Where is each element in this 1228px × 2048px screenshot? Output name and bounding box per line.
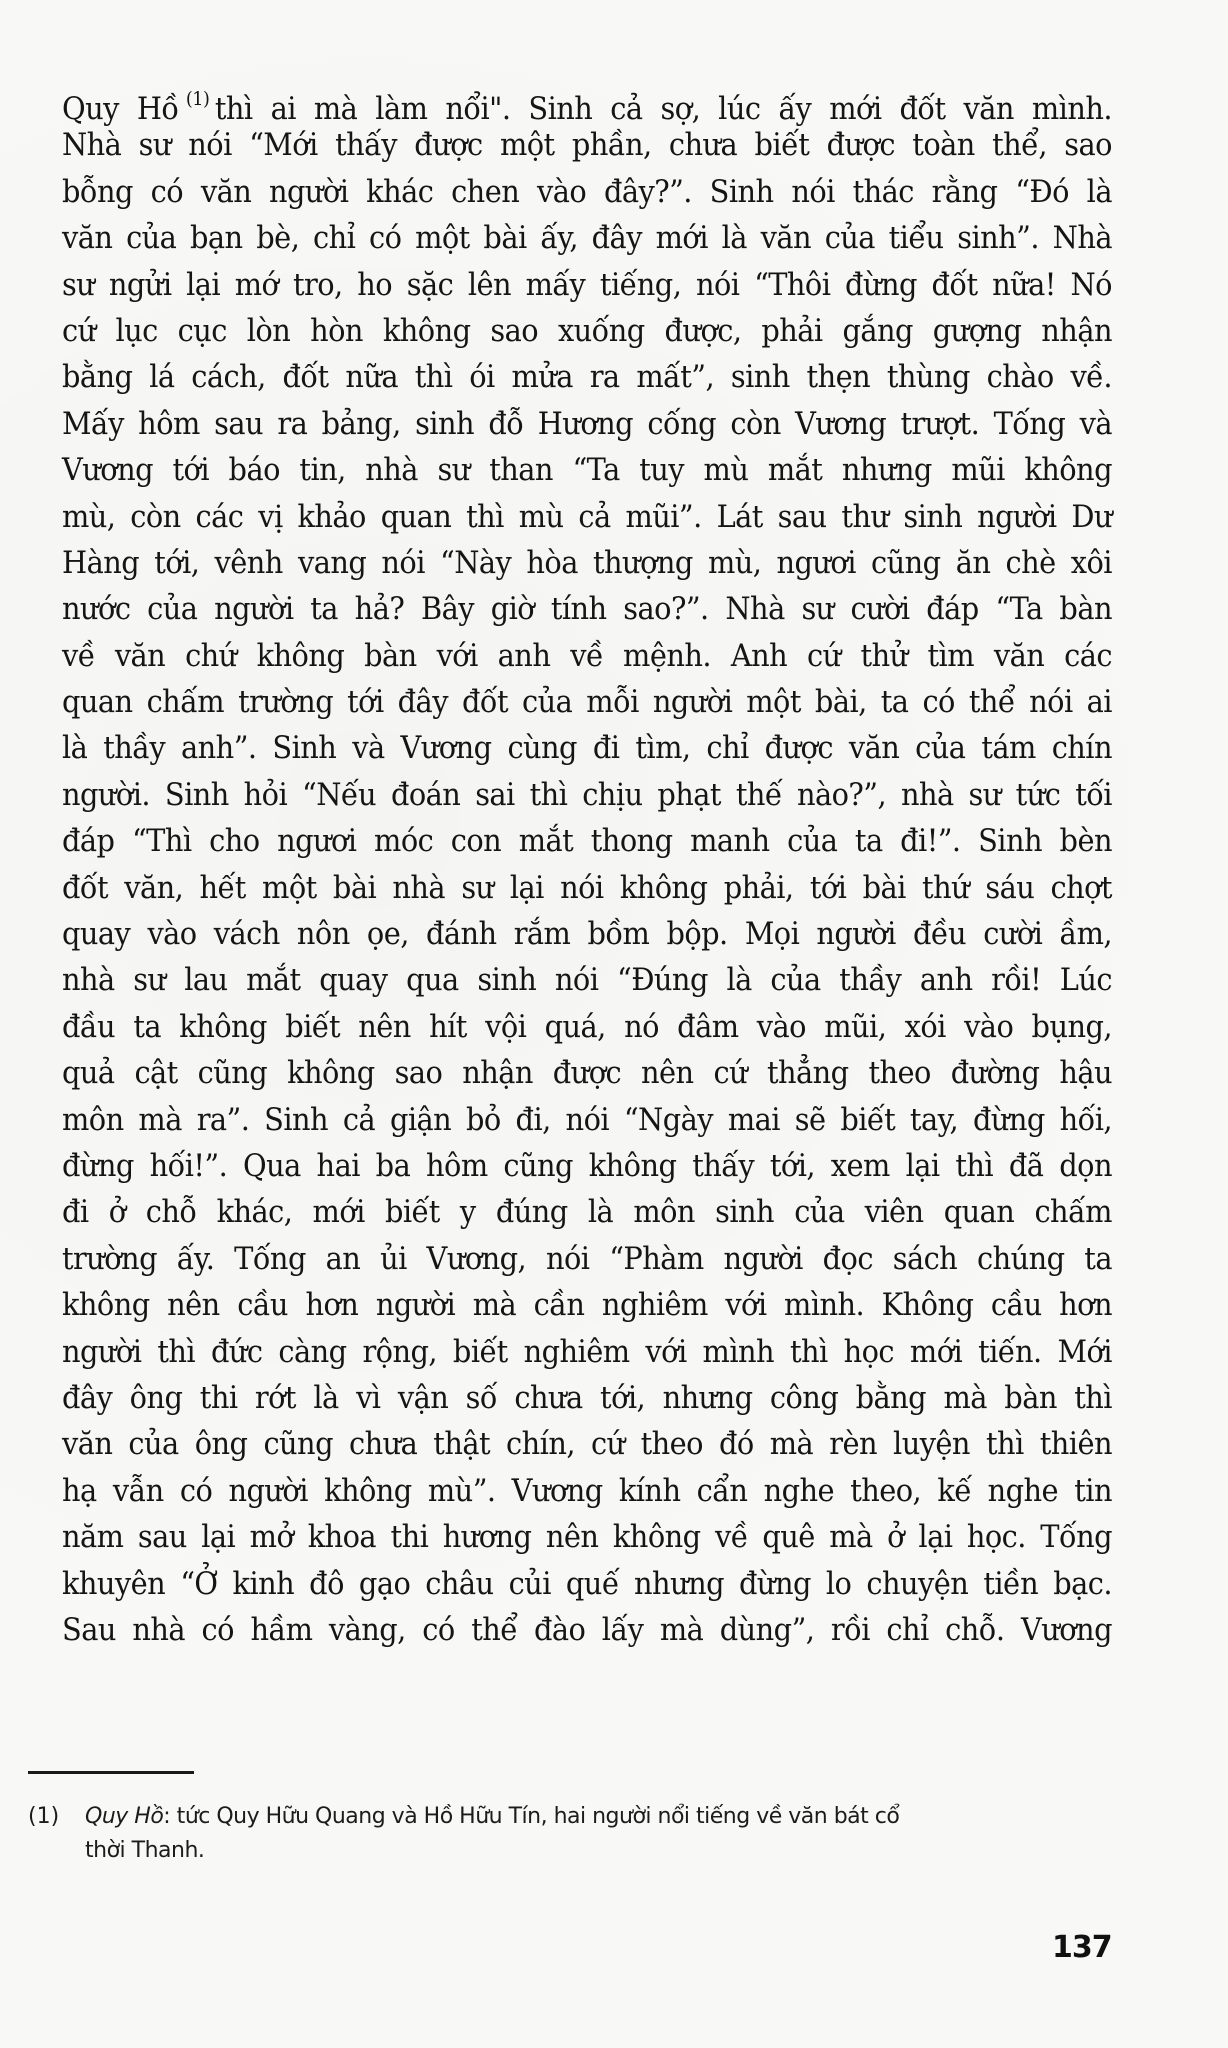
text-line: đây ông thi rớt là vì vận số chưa tới, nhưng công bằng mà bàn thì: [62, 1379, 1112, 1416]
text-line: Hàng tới, vênh vang nói “Này hòa thượng mù, ngươi cũng ăn chè xôi: [62, 544, 1112, 581]
text-line: bỗng có văn người khác chen vào đây?”. Sinh nói thác rằng “Đó là: [62, 173, 1112, 210]
text-line: quay vào vách nôn ọe, đánh rắm bồm bộp. Mọi người đều cười ầm,: [62, 916, 1112, 953]
text-line: về văn chứ không bàn với anh về mệnh. Anh cứ thử tìm văn các: [62, 637, 1112, 674]
text-line: là thầy anh”. Sinh và Vương cùng đi tìm, chỉ được văn của tám chín: [62, 730, 1112, 767]
text-line: Nhà sư nói “Mới thấy được một phần, chưa biết được toàn thể, sao: [62, 127, 1112, 164]
text-line: hạ vẫn có người không mù”. Vương kính cẩn nghe theo, kế nghe tin: [62, 1472, 1112, 1509]
footnote-term: Quy Hồ: [85, 1804, 164, 1829]
text-line: quan chấm trường tới đây đốt của mỗi người một bài, ta có thể nói ai: [62, 684, 1112, 721]
text-line: đi ở chỗ khác, mới biết y đúng là môn sinh của viên quan chấm: [62, 1194, 1112, 1231]
text-line: Mấy hôm sau ra bảng, sinh đỗ Hương cống còn Vương trượt. Tống và: [62, 405, 1112, 442]
first-line-rest: thì ai mà làm nổi". Sinh cả sợ, lúc ấy mới đốt văn mình.: [214, 91, 1112, 127]
page-number: 137: [1052, 1930, 1112, 1965]
text-line: Vương tới báo tin, nhà sư than “Ta tuy mù mắt nhưng mũi không: [62, 452, 1112, 489]
text-line: năm sau lại mở khoa thi hương nên không về quê mà ở lại học. Tống: [62, 1519, 1112, 1556]
footnote-text-line: thời Thanh.: [85, 1838, 205, 1863]
text-line: sư ngửi lại mớ tro, ho sặc lên mấy tiếng, nói “Thôi đừng đốt nữa! Nó: [62, 266, 1112, 303]
body-text: [62, 76, 1112, 1653]
text-line: đốt văn, hết một bài nhà sư lại nói không phải, tới bài thứ sáu chợt: [62, 869, 1112, 906]
text-line: quả cật cũng không sao nhận được nên cứ thẳng theo đường hậu: [62, 1055, 1112, 1092]
text-line: mù, còn các vị khảo quan thì mù cả mũi”. Lát sau thư sinh người Dư: [62, 498, 1112, 535]
text-line: môn mà ra”. Sinh cả giận bỏ đi, nói “Ngày mai sẽ biết tay, đừng hối,: [62, 1101, 1112, 1138]
text-line: khuyên “Ở kinh đô gạo châu củi quế nhưng đừng lo chuyện tiền bạc.: [62, 1565, 1112, 1602]
text-line: nhà sư lau mắt quay qua sinh nói “Đúng là của thầy anh rồi! Lúc: [62, 962, 1112, 999]
text-line: bằng lá cách, đốt nữa thì ói mửa ra mất”, sinh thẹn thùng chào về.: [62, 359, 1112, 396]
text-line: trường ấy. Tống an ủi Vương, nói “Phàm người đọc sách chúng ta: [62, 1240, 1112, 1277]
footnote-reference: (1): [185, 88, 210, 110]
text-line: không nên cầu hơn người mà cần nghiêm với mình. Không cầu hơn: [62, 1287, 1112, 1324]
text-line: văn của bạn bè, chỉ có một bài ấy, đây mới là văn của tiểu sinh”. Nhà: [62, 220, 1112, 257]
text-line: người. Sinh hỏi “Nếu đoán sai thì chịu phạt thế nào?”, nhà sư tức tối: [62, 776, 1112, 813]
footnote-marker: (1): [28, 1804, 60, 1829]
text-line: nước của người ta hả? Bây giờ tính sao?”. Nhà sư cười đáp “Ta bàn: [62, 591, 1112, 628]
text-line: Sau nhà có hầm vàng, có thể đào lấy mà dùng”, rồi chỉ chỗ. Vương: [62, 1611, 1112, 1648]
footnote-text-line: [85, 1800, 1118, 1834]
text-line: văn của ông cũng chưa thật chín, cứ theo đó mà rèn luyện thì thiên: [62, 1426, 1112, 1463]
text-line: đáp “Thì cho ngươi móc con mắt thong manh của ta đi!”. Sinh bèn: [62, 823, 1112, 860]
text-line: đừng hối!”. Qua hai ba hôm cũng không thấy tới, xem lại thì đã dọn: [62, 1147, 1112, 1184]
footnote-divider: [28, 1771, 194, 1774]
text-line: cứ lục cục lòn hòn không sao xuống được, phải gắng gượng nhận: [62, 312, 1112, 349]
first-line-prefix: Quy Hồ: [62, 91, 179, 127]
text-line: người thì đức càng rộng, biết nghiêm với mình thì học mới tiến. Mới: [62, 1333, 1112, 1370]
footnote-definition: : tức Quy Hữu Quang và Hồ Hữu Tín, hai người nổi tiếng về văn bát cổ: [163, 1804, 900, 1829]
text-line: [62, 76, 1112, 127]
text-line: đầu ta không biết nên hít vội quá, nó đâm vào mũi, xói vào bụng,: [62, 1008, 1112, 1045]
footnote: [28, 1800, 1118, 1868]
